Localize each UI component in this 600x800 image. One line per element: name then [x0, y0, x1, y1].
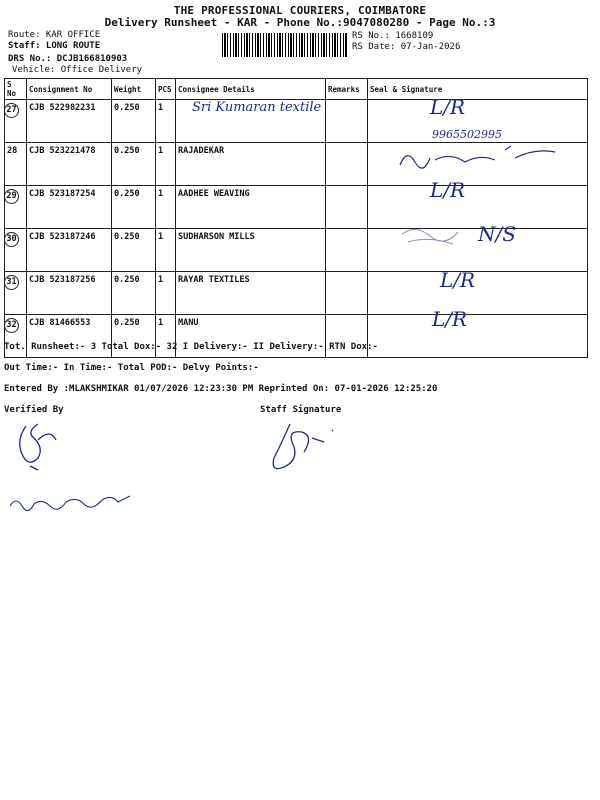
pcs-cell: 1 — [156, 315, 176, 358]
col-consignee: Consignee Details — [176, 79, 326, 100]
col-consignment: Consignment No — [27, 79, 112, 100]
weight-cell: 0.250 — [112, 229, 156, 272]
col-sno: S No — [5, 79, 27, 100]
weight-cell: 0.250 — [112, 143, 156, 186]
times-line: Out Time:- In Time:- Total POD:- Delvy Points:- — [4, 363, 259, 373]
handwritten-seal: L/R — [432, 307, 468, 331]
weight-cell: 0.250 — [112, 272, 156, 315]
consignment-cell: CJB 81466553 — [27, 315, 112, 358]
totals-line: Tot. Runsheet:- 3 Total Dox:- 32 I Delivery:- II Delivery:- RTN Dox:- — [4, 342, 378, 352]
rs-number: RS No.: 1668109 — [352, 31, 434, 41]
rs-date: RS Date: 07-Jan-2026 — [352, 42, 461, 52]
weight-cell: 0.250 — [112, 315, 156, 358]
pcs-cell: 1 — [156, 229, 176, 272]
entered-by-line: Entered By :MLAKSHMIKAR 01/07/2026 12:23:30 PM Reprinted On: 07-01-2026 12:25:20 — [4, 384, 438, 394]
consignment-cell: CJB 522982231 — [27, 100, 112, 143]
staff-signature — [262, 418, 342, 482]
remarks-cell — [326, 186, 368, 229]
col-seal: Seal & Signature — [368, 79, 588, 100]
consignment-cell: CJB 523221478 — [27, 143, 112, 186]
sno-cell: 32 — [4, 318, 19, 333]
pcs-cell: 1 — [156, 143, 176, 186]
company-title: THE PROFESSIONAL COURIERS, COIMBATORE — [173, 4, 427, 17]
pcs-cell: 1 — [156, 100, 176, 143]
consignee-cell: AADHEE WEAVING — [176, 186, 326, 229]
seal-smudge — [398, 222, 478, 248]
barcode-image — [222, 33, 348, 57]
consignment-cell: CJB 523187254 — [27, 186, 112, 229]
verified-by-label: Verified By — [4, 405, 64, 415]
handwritten-seal: L/R — [430, 95, 466, 119]
handwritten-seal: L/R — [440, 268, 476, 292]
seal-cell — [368, 315, 588, 358]
handwritten-seal: N/S — [478, 222, 516, 246]
consignee-cell: SUDHARSON MILLS — [176, 229, 326, 272]
handwritten-consignee: Sri Kumaran textile — [192, 100, 322, 115]
signature-scribble — [395, 140, 565, 174]
consignee-cell: RAYAR TEXTILES — [176, 272, 326, 315]
consignment-cell: CJB 523187256 — [27, 272, 112, 315]
staff-signature-label: Staff Signature — [260, 405, 342, 415]
col-pcs: PCS — [156, 79, 176, 100]
seal-cell — [368, 272, 588, 315]
drs-number: DRS No.: DCJB166810903 — [8, 54, 128, 64]
consignment-cell: CJB 523187246 — [27, 229, 112, 272]
handwritten-name-scribble — [6, 488, 136, 518]
pcs-cell: 1 — [156, 186, 176, 229]
sno-cell: 29 — [4, 189, 19, 204]
remarks-cell — [326, 143, 368, 186]
col-weight: Weight — [112, 79, 156, 100]
remarks-cell — [326, 272, 368, 315]
sno-cell: 30 — [4, 232, 19, 247]
route-label: Route: KAR OFFICE — [8, 30, 101, 40]
sno-cell: 31 — [4, 275, 19, 290]
col-remarks: Remarks — [326, 79, 368, 100]
pcs-cell: 1 — [156, 272, 176, 315]
vehicle-label: Vehicle: Office Delivery — [12, 65, 143, 75]
sno-cell: 28 — [5, 143, 27, 186]
consignee-cell: RAJADEKAR — [176, 143, 326, 186]
table-row — [5, 272, 588, 315]
table-header-row — [5, 79, 588, 100]
verifier-signature — [8, 418, 68, 476]
remarks-cell — [326, 100, 368, 143]
sno-cell: 27 — [4, 103, 19, 118]
weight-cell: 0.250 — [112, 186, 156, 229]
handwritten-phone: 9965502995 — [432, 128, 502, 141]
remarks-cell — [326, 229, 368, 272]
consignee-cell: MANU — [176, 315, 326, 358]
runsheet-title: Delivery Runsheet - KAR - Phone No.:9047080280 - Page No.:3 — [104, 16, 496, 29]
staff-label: Staff: LONG ROUTE — [8, 41, 101, 51]
weight-cell: 0.250 — [112, 100, 156, 143]
handwritten-seal: L/R — [430, 178, 466, 202]
runsheet-table — [4, 78, 588, 358]
